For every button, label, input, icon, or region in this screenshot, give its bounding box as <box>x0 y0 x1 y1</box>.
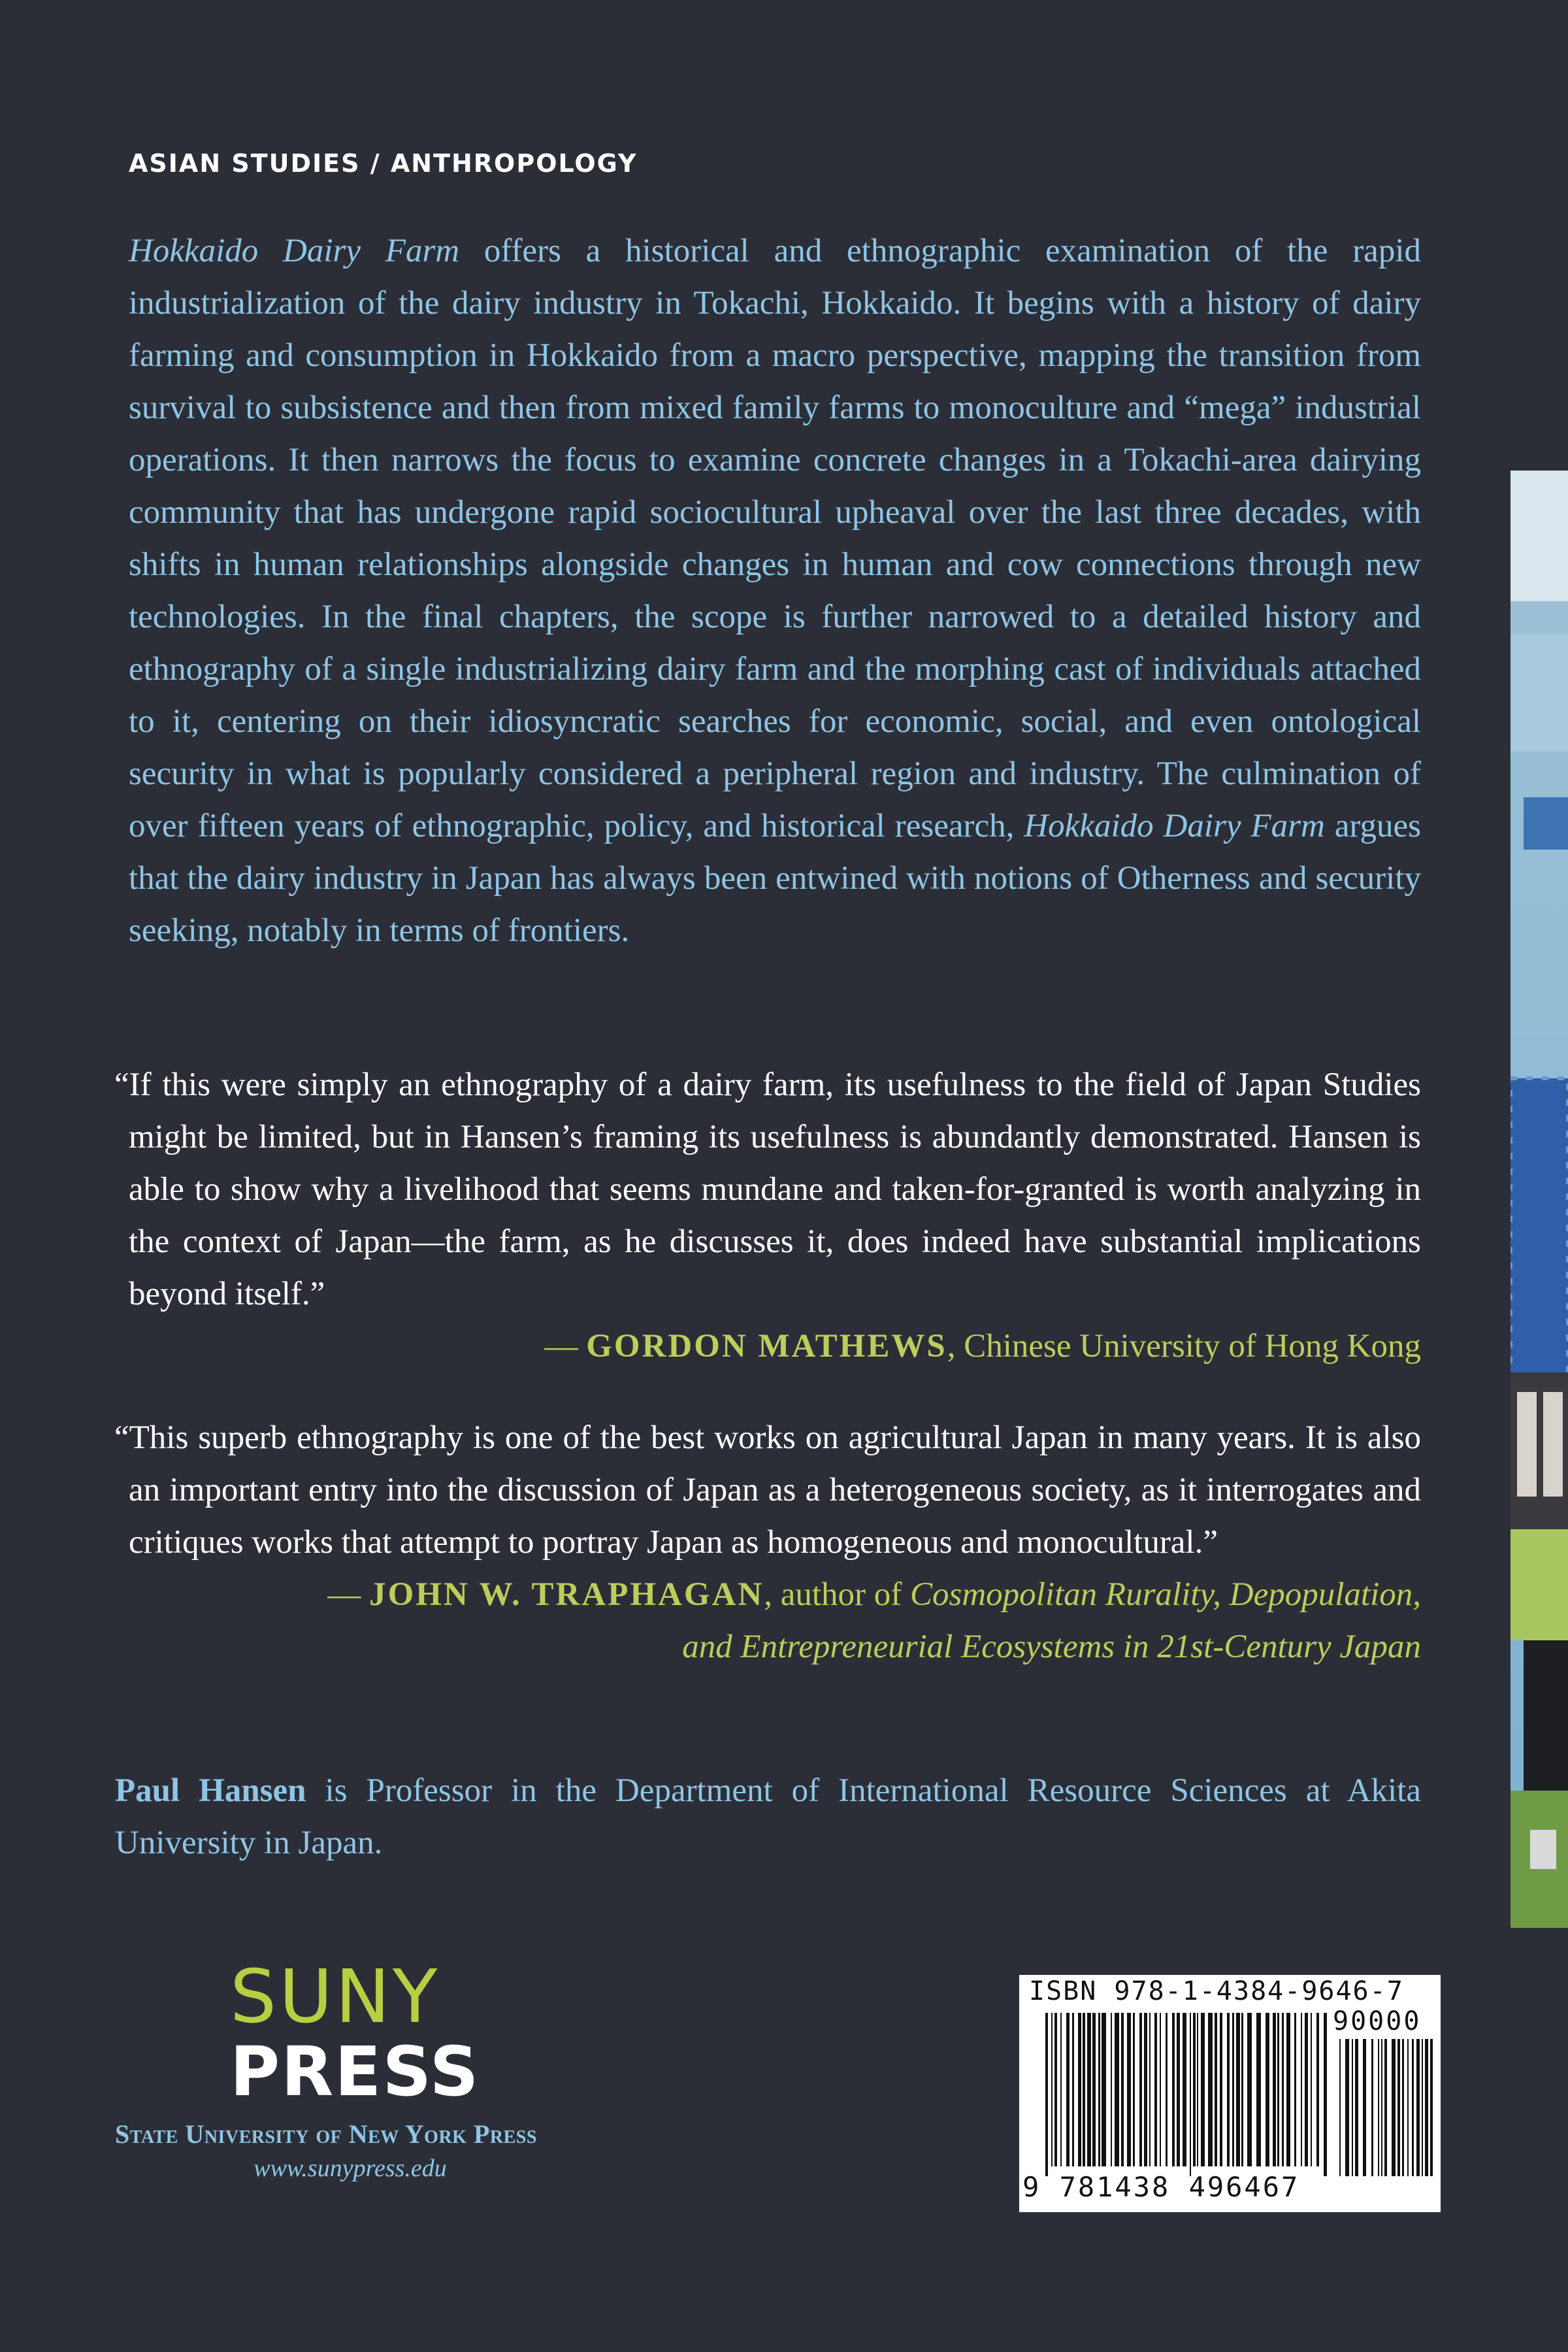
quote-book-title-cont: and Entrepreneurial Ecosystems in 21st-Century Japan <box>682 1629 1421 1665</box>
barcode-bar <box>1277 2013 1279 2166</box>
author-bio <box>115 1764 1421 1869</box>
barcode-addon-bar <box>1425 2039 1428 2176</box>
quote-author: JOHN W. TRAPHAGAN <box>369 1576 764 1613</box>
barcode-bar <box>1190 2013 1191 2176</box>
quote-affiliation: , author of <box>764 1576 910 1613</box>
barcode-bar <box>1324 2013 1327 2176</box>
book-title: Hokkaido Dairy Farm <box>129 233 460 269</box>
barcode-bar <box>1166 2013 1168 2166</box>
publisher-logo-press: PRESS <box>230 2032 480 2112</box>
cover-painting-image <box>1511 471 1568 1928</box>
isbn-number: ISBN 978-1-4384-9646-7 <box>1029 1976 1404 2006</box>
barcode-bar <box>1215 2013 1217 2166</box>
barcode-bar <box>1054 2013 1057 2166</box>
quote-author: GORDON MATHEWS <box>586 1328 947 1365</box>
barcode-bar <box>1294 2013 1296 2166</box>
barcode-bar <box>1066 2013 1070 2166</box>
price-code: 90000 <box>1333 2006 1422 2036</box>
barcode-addon-bar <box>1345 2039 1349 2176</box>
barcode-bar <box>1115 2013 1119 2166</box>
quote-attribution: — JOHN W. TRAPHAGAN, author of Cosmopolitan Rurality, Depopulation, and Entrepreneurial Ecosystems in 21st-Century Japan <box>327 1576 1421 1665</box>
barcode-bar <box>1236 2013 1240 2166</box>
barcode-bar <box>1227 2013 1230 2166</box>
description-text-2: argues that the dairy industry in Japan has always been entwined with notions of Otherness and security seeking, notably in terms of frontiers. <box>129 808 1421 949</box>
endorsement-quote <box>114 1059 1421 1372</box>
author-bio-text: is Professor in the Department of International Resource Sciences at Akita University in Japan. <box>115 1772 1421 1861</box>
author-name: Paul Hansen <box>115 1772 306 1809</box>
barcode-addon-bar <box>1352 2039 1353 2176</box>
quote-text: “This superb ethnography is one of the best works on agricultural Japan in many years. It is also an important entry into the discussion of Japan as a heterogeneous society, as it interrogates and critiques works that attempt to portray Japan as homogeneous and monocultural.” <box>114 1419 1421 1561</box>
barcode-bar <box>1220 2013 1222 2166</box>
barcode-bar <box>1111 2013 1112 2166</box>
quote-text: “If this were simply an ethnography of a dairy farm, its usefulness to the field of Japan Studies might be limited, but in Hansen’s framing its usefulness is abundantly demonstrated. Hansen is able to show why a livelihood that seems mundane and taken-for-granted is worth analyzing in the context of Japan—the farm, as he discusses it, does indeed have substantial implications beyond itself.” <box>114 1067 1421 1312</box>
barcode-bar <box>1305 2013 1308 2166</box>
barcode-bar <box>1208 2013 1213 2166</box>
barcode-bar <box>1160 2013 1161 2166</box>
ean-digits: 9 781438 496467 <box>1022 2171 1300 2203</box>
barcode-bar <box>1121 2013 1124 2166</box>
barcode-addon-bar <box>1397 2039 1400 2176</box>
barcode-bar <box>1087 2013 1091 2166</box>
barcode-bar <box>1273 2013 1276 2166</box>
cover-painting-edge <box>1511 471 1568 1928</box>
barcode-addon-bar <box>1355 2039 1358 2176</box>
barcode-bar <box>1172 2013 1175 2166</box>
barcode-bar <box>1316 2013 1319 2166</box>
barcode-addon-bar <box>1339 2039 1341 2176</box>
barcode-bar <box>1102 2013 1106 2166</box>
barcode-addon-bar <box>1363 2039 1366 2176</box>
barcode-bar <box>1183 2013 1186 2166</box>
book-title-2: Hokkaido Dairy Farm <box>1024 808 1325 844</box>
barcode-bar <box>1286 2013 1290 2166</box>
barcode-bar <box>1266 2013 1269 2166</box>
publisher-url: www.sunypress.edu <box>253 2155 447 2182</box>
barcode-bar <box>1078 2013 1081 2166</box>
quote-book-title: Cosmopolitan Rurality, Depopulation, <box>909 1576 1421 1613</box>
barcode-bar <box>1139 2013 1142 2166</box>
barcode-bar <box>1149 2013 1151 2166</box>
barcode-addon-bar <box>1416 2039 1420 2176</box>
barcode-bar <box>1193 2013 1196 2166</box>
barcode-bar <box>1092 2013 1096 2166</box>
barcode-bar <box>1133 2013 1135 2166</box>
barcode-bar <box>1127 2013 1131 2166</box>
barcode-addon-bar <box>1422 2039 1423 2176</box>
barcode-bar <box>1256 2013 1261 2166</box>
barcode-addon-bar <box>1371 2039 1373 2176</box>
barcode-bar <box>1051 2013 1053 2166</box>
barcode-addon-bar <box>1402 2039 1404 2176</box>
publisher-full-name: State University of New York Press <box>115 2119 537 2149</box>
barcode-addon-bar <box>1378 2039 1379 2176</box>
barcode-bar <box>1072 2013 1074 2166</box>
barcode-addon-bar <box>1407 2039 1409 2176</box>
barcode-bar <box>1301 2013 1302 2166</box>
barcode-addon-bar <box>1412 2039 1414 2176</box>
barcode-bar <box>1154 2013 1157 2166</box>
quote-attribution: — GORDON MATHEWS, Chinese University of Hong Kong <box>544 1328 1421 1365</box>
barcode-bar <box>1232 2013 1234 2166</box>
barcode-addon-bar <box>1392 2039 1396 2176</box>
quote-affiliation: , Chinese University of Hong Kong <box>947 1328 1421 1365</box>
barcode-bar <box>1045 2013 1048 2176</box>
barcode-bar <box>1247 2013 1252 2166</box>
barcode-addon-bar <box>1381 2039 1382 2176</box>
barcode-bar <box>1177 2013 1180 2166</box>
publisher-logo-suny: SUNY <box>230 1955 440 2040</box>
barcode-bar <box>1282 2013 1284 2166</box>
barcode-bar <box>1201 2013 1205 2166</box>
endorsement-quote <box>114 1412 1421 1673</box>
barcode-addon-bar <box>1430 2039 1433 2176</box>
barcode-bar <box>1197 2013 1198 2166</box>
barcode-bar <box>1311 2013 1312 2166</box>
category-label: ASIAN STUDIES / ANTHROPOLOGY <box>129 149 638 178</box>
barcode-bar <box>1144 2013 1147 2166</box>
barcode-addon-bar <box>1384 2039 1387 2176</box>
barcode-bar <box>1098 2013 1100 2166</box>
barcode-bar <box>1241 2013 1243 2166</box>
barcode-bar <box>1083 2013 1085 2166</box>
book-description <box>129 225 1421 957</box>
barcode-bar <box>1060 2013 1062 2166</box>
description-text-1: offers a historical and ethnographic examination of the rapid industrialization of the dairy industry in Tokachi, Hokkaido. It begins with a history of dairy farming and consumption in Hokkaido from a macro perspective, mapping the transition from survival to subsistence and then from mixed family farms to monoculture and “mega” industrial operations. It then narrows the focus to examine concrete changes in a Tokachi-area dairying community that has undergone rapid sociocultural upheaval over the last three decades, with shifts in human relationships alongside changes in human and cow connections through new technologies. In the final chapters, the scope is further narrowed to a detailed history and ethnography of a single industrializing dairy farm and the morphing cast of individuals attached to it, centering on their idiosyncratic searches for economic, social, and even ontological security in what is popularly considered a peripheral region and industry. The culmination of over fifteen years of ethnographic, policy, and historical research, <box>129 233 1421 844</box>
